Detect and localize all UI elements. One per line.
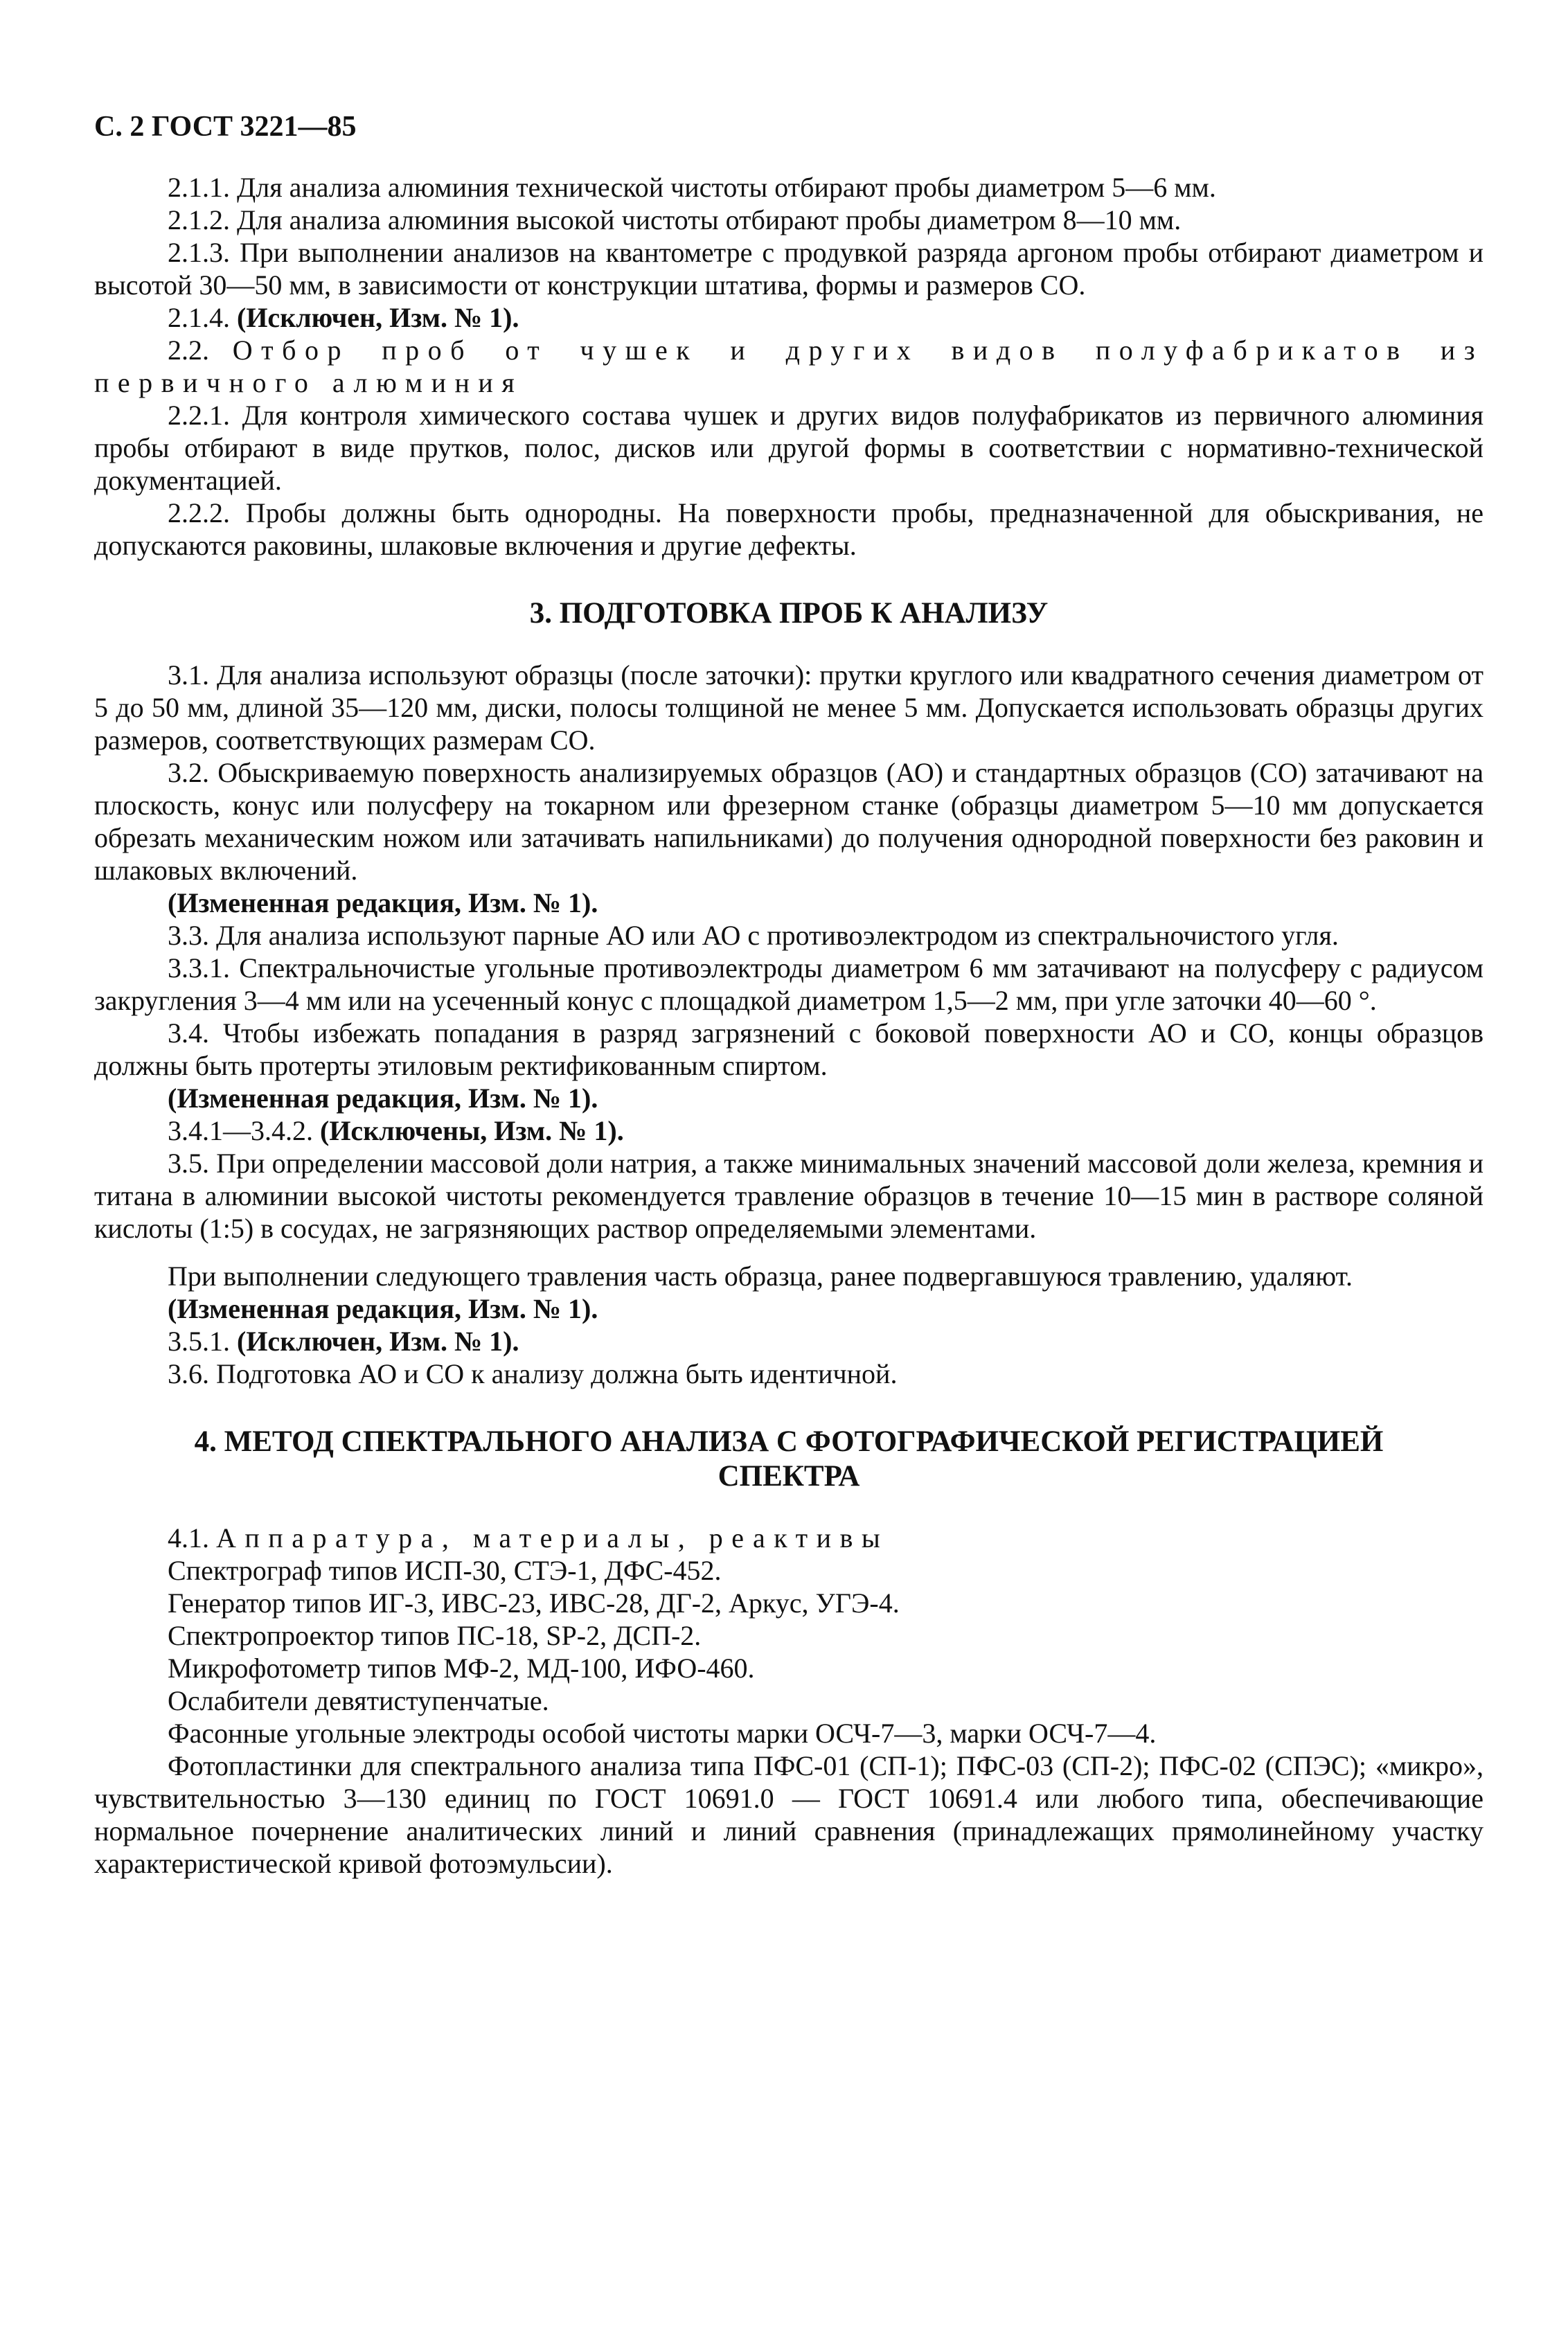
- paragraph-3-4: 3.4. Чтобы избежать попадания в разряд загрязнений с боковой поверхности АО и СО, концы образцов должны быть протерты этиловым ректификованным спиртом.: [94, 1017, 1484, 1081]
- section-4-title: 4. МЕТОД СПЕКТРАЛЬНОГО АНАЛИЗА С ФОТОГРАФИЧЕСКОЙ РЕГИСТРАЦИЕЙ СПЕКТРА: [194, 1425, 1384, 1493]
- subsection-2-2-heading: [94, 334, 1484, 399]
- paragraph-3-2: 3.2. Обыскриваемую поверхность анализируемых образцов (АО) и стандартных образцов (СО) затачивают на плоскость, конус или полусферу на токарном или фрезерном станке (образцы диаметром 5—10 мм допускается обрезать механическим ножом или затачивать напильниками) до получения однородной поверхности без раковин и шлаковых включений.: [94, 757, 1484, 886]
- paragraph-photo-plates: Фотопластинки для спектрального анализа типа ПФС-01 (СП-1); ПФС-03 (СП-2); ПФС-02 (СПЭС); «микро», чувствительностью 3—130 единиц по ГОСТ 10691.0 — ГОСТ 10691.4 или любого типа, обеспечивающие нормальное почернение аналитических линий и линий сравнения (принадлежащих прямолинейному участку характеристической кривой фотоэмульсии).: [94, 1750, 1484, 1879]
- list-item: Фасонные угольные электроды особой чистоты марки ОСЧ-7—3, марки ОСЧ-7—4.: [168, 1718, 1157, 1749]
- paragraph-number: 2.2.: [168, 335, 209, 366]
- paragraph-3-3: 3.3. Для анализа используют парные АО или АО с противоэлектродом из спектральночистого угля.: [168, 920, 1339, 951]
- paragraph-2-1-1: 2.1.1. Для анализа алюминия технической чистоты отбирают пробы диаметром 5—6 мм.: [168, 172, 1216, 203]
- paragraph-2-2-1: 2.2.1. Для контроля химического состава чушек и других видов полуфабрикатов из первичного алюминия пробы отбирают в виде прутков, полос, дисков или другой формы в соответствии с нормативно-технической документацией.: [94, 400, 1484, 496]
- list-item: Спектропроектор типов ПС-18, SP-2, ДСП-2.: [168, 1620, 702, 1651]
- paragraph-number: 2.1.4.: [168, 302, 230, 333]
- list-item: Генератор типов ИГ-3, ИВС-23, ИВС-28, ДГ-2, Аркус, УГЭ-4.: [168, 1587, 900, 1619]
- paragraph-3-1: 3.1. Для анализа используют образцы (после заточки): прутки круглого или квадратного сечения диаметром от 5 до 50 мм, длиной 35—120 мм, диски, полосы толщиной не менее 5 мм. Допускается использовать образцы других размеров, соответствующих размерам СО.: [94, 659, 1484, 756]
- amendment-note: (Измененная редакция, Изм. № 1).: [168, 1293, 598, 1324]
- section-3: [94, 659, 1484, 1390]
- spacer: [94, 1245, 1484, 1260]
- subsection-title: Отбор проб от чушек и других видов полуфабрикатов из первичного алюминия: [94, 335, 1484, 398]
- paragraph-3-5: 3.5. При определении массовой доли натрия, а также минимальных значений массовой доли железа, кремния и титана в алюминии высокой чистоты рекомендуется травление образцов в течение 10—15 мин в растворе соляной кислоты (1:5) в сосудах, не загрязняющих раствор определяемыми элементами.: [94, 1148, 1484, 1244]
- paragraph-3-4-1-3-4-2: [94, 1114, 1484, 1147]
- exclusion-note: (Исключены, Изм. № 1).: [320, 1115, 624, 1146]
- subsection-title: Аппаратура, материалы, реактивы: [216, 1522, 889, 1554]
- paragraph-number: 4.1.: [168, 1522, 209, 1554]
- paragraph-2-2-2: 2.2.2. Пробы должны быть однородны. На поверхности пробы, предназначенной для обыскривания, не допускаются раковины, шлаковые включения и другие дефекты.: [94, 497, 1484, 561]
- section-4: [94, 1522, 1484, 1880]
- paragraph-number: 3.4.1—3.4.2.: [168, 1115, 313, 1146]
- amendment-note: (Измененная редакция, Изм. № 1).: [168, 1083, 598, 1114]
- paragraph-2-1-4: [94, 301, 1484, 334]
- exclusion-note: (Исключен, Изм. № 1).: [237, 1326, 519, 1357]
- page-header: С. 2 ГОСТ 3221—85: [94, 111, 357, 143]
- list-item: Микрофотометр типов МФ-2, МД-100, ИФО-460.: [168, 1653, 755, 1684]
- section-2-continuation: [94, 171, 1484, 562]
- section-3-title: 3. ПОДГОТОВКА ПРОБ К АНАЛИЗУ: [529, 597, 1049, 630]
- paragraph-2-1-3: 2.1.3. При выполнении анализов на квантометре с продувкой разряда аргоном пробы отбирают диаметром и высотой 30—50 мм, в зависимости от конструкции штатива, формы и размеров СО.: [94, 237, 1484, 301]
- equipment-list: [94, 1554, 1484, 1750]
- paragraph-3-5-1: [94, 1325, 1484, 1358]
- exclusion-note: (Исключен, Изм. № 1).: [237, 302, 519, 333]
- paragraph-3-5-continued: При выполнении следующего травления часть образца, ранее подвергавшуюся травлению, удаляют.: [168, 1261, 1353, 1292]
- paragraph-3-3-1: 3.3.1. Спектральночистые угольные противоэлектроды диаметром 6 мм затачивают на полусферу с радиусом закругления 3—4 мм или на усеченный конус с площадкой диаметром 1,5—2 мм, при угле заточки 40—60 °.: [94, 952, 1484, 1016]
- list-item: Спектрограф типов ИСП-30, СТЭ-1, ДФС-452.: [168, 1555, 722, 1586]
- amendment-note: (Измененная редакция, Изм. № 1).: [168, 887, 598, 918]
- paragraph-number: 3.5.1.: [168, 1326, 230, 1357]
- subsection-4-1-heading: [94, 1522, 1484, 1554]
- paragraph-2-1-2: 2.1.2. Для анализа алюминия высокой чистоты отбирают пробы диаметром 8—10 мм.: [168, 204, 1182, 235]
- paragraph-3-6: 3.6. Подготовка АО и СО к анализу должна быть идентичной.: [168, 1358, 898, 1389]
- list-item: Ослабители девятиступенчатые.: [168, 1685, 549, 1716]
